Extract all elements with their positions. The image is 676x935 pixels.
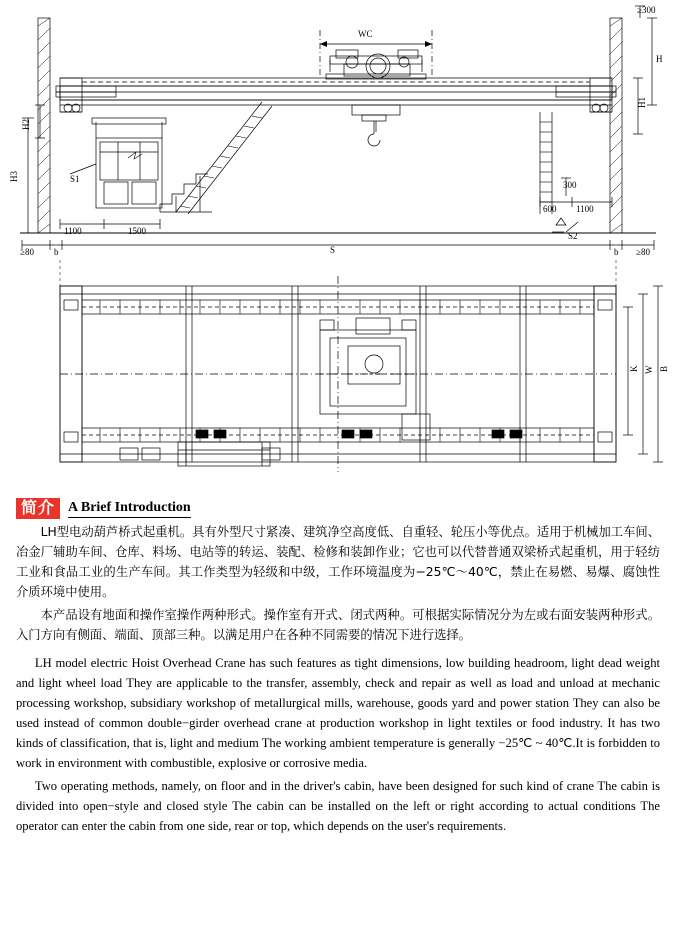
section-heading — [16, 498, 664, 519]
label-k: K — [629, 365, 639, 372]
label-1100-right: 1100 — [576, 204, 594, 214]
label-ge80-left: ≥80 — [20, 247, 34, 257]
label-w: W — [644, 365, 654, 374]
section-badge-cn: 简介 — [16, 498, 60, 519]
label-h1: H1 — [637, 97, 647, 108]
en-paragraph-2: Two operating methods, namely, on floor and in the driver's cabin, have been designed for such kind of crane The cabin is divided into open−style and closed style The cabin can be installed on the left or right according to actual conditions The operator can enter the cabin from one side, rear or top, which depends on the user's requirements. — [16, 778, 660, 833]
label-ge300-top: ≥300 — [637, 5, 656, 15]
label-1100-left: 1100 — [64, 226, 82, 236]
label-ge80-right: ≥80 — [636, 247, 650, 257]
cn-paragraph-2: 本产品设有地面和操作室操作两种形式。操作室有开式、闭式两种。可根据实际情况分为左或右面安装两种形式。入门方向有侧面、端面、顶部三种。以满足用户在各种不同需要的情况下进行选择。 — [16, 607, 660, 642]
label-b-right: b — [614, 247, 619, 257]
label-h3: H3 — [9, 171, 19, 182]
label-h2: H2 — [21, 119, 31, 130]
label-span-s: S — [330, 245, 336, 255]
label-b-plan: B — [659, 365, 669, 372]
label-1500: 1500 — [128, 226, 146, 236]
cn-paragraph-1: LH型电动葫芦桥式起重机。具有外型尺寸紧凑、建筑净空高度低、自重轻、轮压小等优点。适用于机械加工车间、冶金厂辅助车间、仓库、料场、电站等的转运、装配、检修和装卸作业；它也可以代替普通双梁桥式起重机，用于轻纺工业和食品工业的生产车间。其工作类型为轻级和中级，工作环境温度为−25℃～40℃，禁止在易燃、易爆、腐蚀性介质环境中使用。 — [16, 525, 660, 599]
label-s2: S2 — [568, 231, 578, 241]
label-h: H — [656, 54, 663, 64]
introduction-section — [0, 490, 676, 839]
label-s1: S1 — [70, 174, 80, 184]
en-paragraph-1: LH model electric Hoist Overhead Crane has such features as tight dimensions, low building headroom, light dead weight and light wheel load They are applicable to the transfer, assembly, check and repair as well as load and unload at mechanic processing workshop, subsidiary workshop of metallurgical mills, warehouse, goods yard and power station They can also be used instead of common double−girder overhead crane at production workshop in light textiles or food industry. It has two kinds of classification, that is, light and medium The working ambient temperature is generally −25℃ ~ 40℃.It is forbidden to work in environment with combustible, explosive or corrosive media. — [16, 656, 660, 770]
label-wc: WC — [358, 29, 373, 39]
label-600: 600 — [543, 204, 557, 214]
label-300: 300 — [563, 180, 577, 190]
section-heading-en: A Brief Introduction — [68, 500, 191, 518]
label-b-left: b — [54, 247, 59, 257]
